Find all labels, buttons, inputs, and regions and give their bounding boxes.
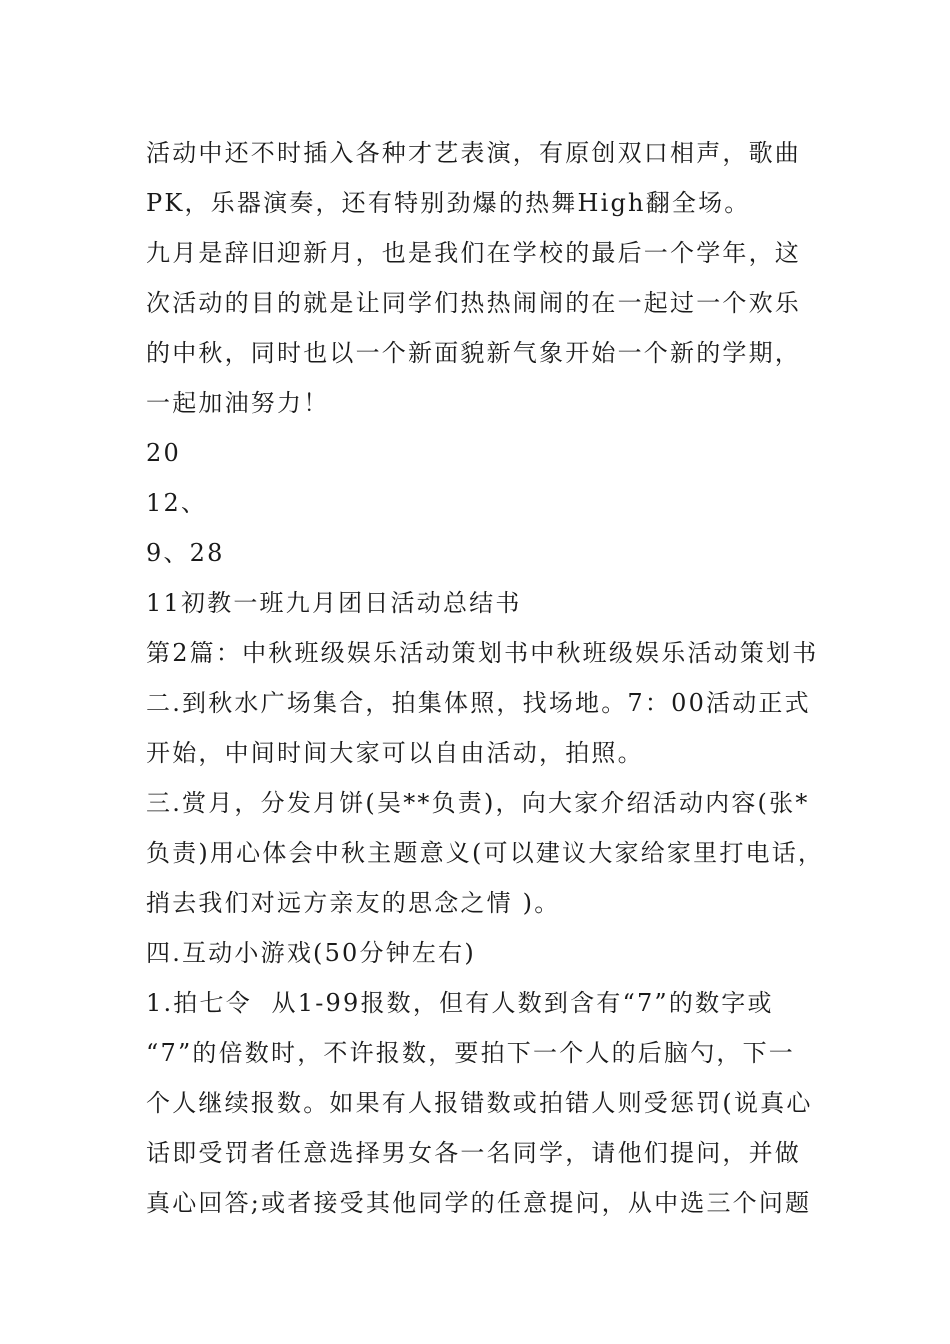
text-line: 11初教一班九月团日活动总结书 [146, 589, 522, 617]
text-line: 三.赏月，分发月饼(吴**负责)，向大家介绍活动内容(张* [146, 789, 810, 817]
text-line: 个人继续报数。如果有人报错数或拍错人则受惩罚(说真心 [146, 1089, 813, 1117]
text-line: 开始，中间时间大家可以自由活动，拍照。 [146, 739, 644, 767]
text-line: 四.互动小游戏(50分钟左右) [146, 939, 476, 967]
text-line: 捎去我们对远方亲友的思念之情 )。 [146, 889, 561, 917]
section-heading: 第2篇：中秋班级娱乐活动策划书中秋班级娱乐活动策划书 [146, 639, 819, 667]
text-line: 一起加油努力！ [146, 389, 330, 417]
text-line: 1.拍七令 从1-99报数，但有人数到含有“7”的数字或 [146, 989, 774, 1017]
text-line: 二.到秋水广场集合，拍集体照，找场地。7：00活动正式 [146, 689, 811, 717]
text-line: 真心回答;或者接受其他同学的任意提问，从中选三个问题 [146, 1189, 812, 1217]
text-line: 20 [146, 439, 181, 467]
text-line: 9、28 [146, 539, 225, 567]
text-line: 次活动的目的就是让同学们热热闹闹的在一起过一个欢乐 [146, 289, 801, 317]
document-body [146, 128, 826, 1228]
text-line: 九月是辞旧迎新月，也是我们在学校的最后一个学年，这 [146, 239, 801, 267]
text-line: “7”的倍数时，不许报数，要拍下一个人的后脑勺，下一 [146, 1039, 796, 1067]
text-line: 的中秋，同时也以一个新面貌新气象开始一个新的学期， [146, 339, 801, 367]
text-line: 话即受罚者任意选择男女各一名同学，请他们提问，并做 [146, 1139, 801, 1167]
text-line: 活动中还不时插入各种才艺表演，有原创双口相声，歌曲 [146, 139, 801, 167]
text-line: PK，乐器演奏，还有特别劲爆的热舞High翻全场。 [146, 189, 751, 217]
text-line: 负责)用心体会中秋主题意义(可以建议大家给家里打电话， [146, 839, 825, 867]
text-line: 12、 [146, 489, 208, 517]
